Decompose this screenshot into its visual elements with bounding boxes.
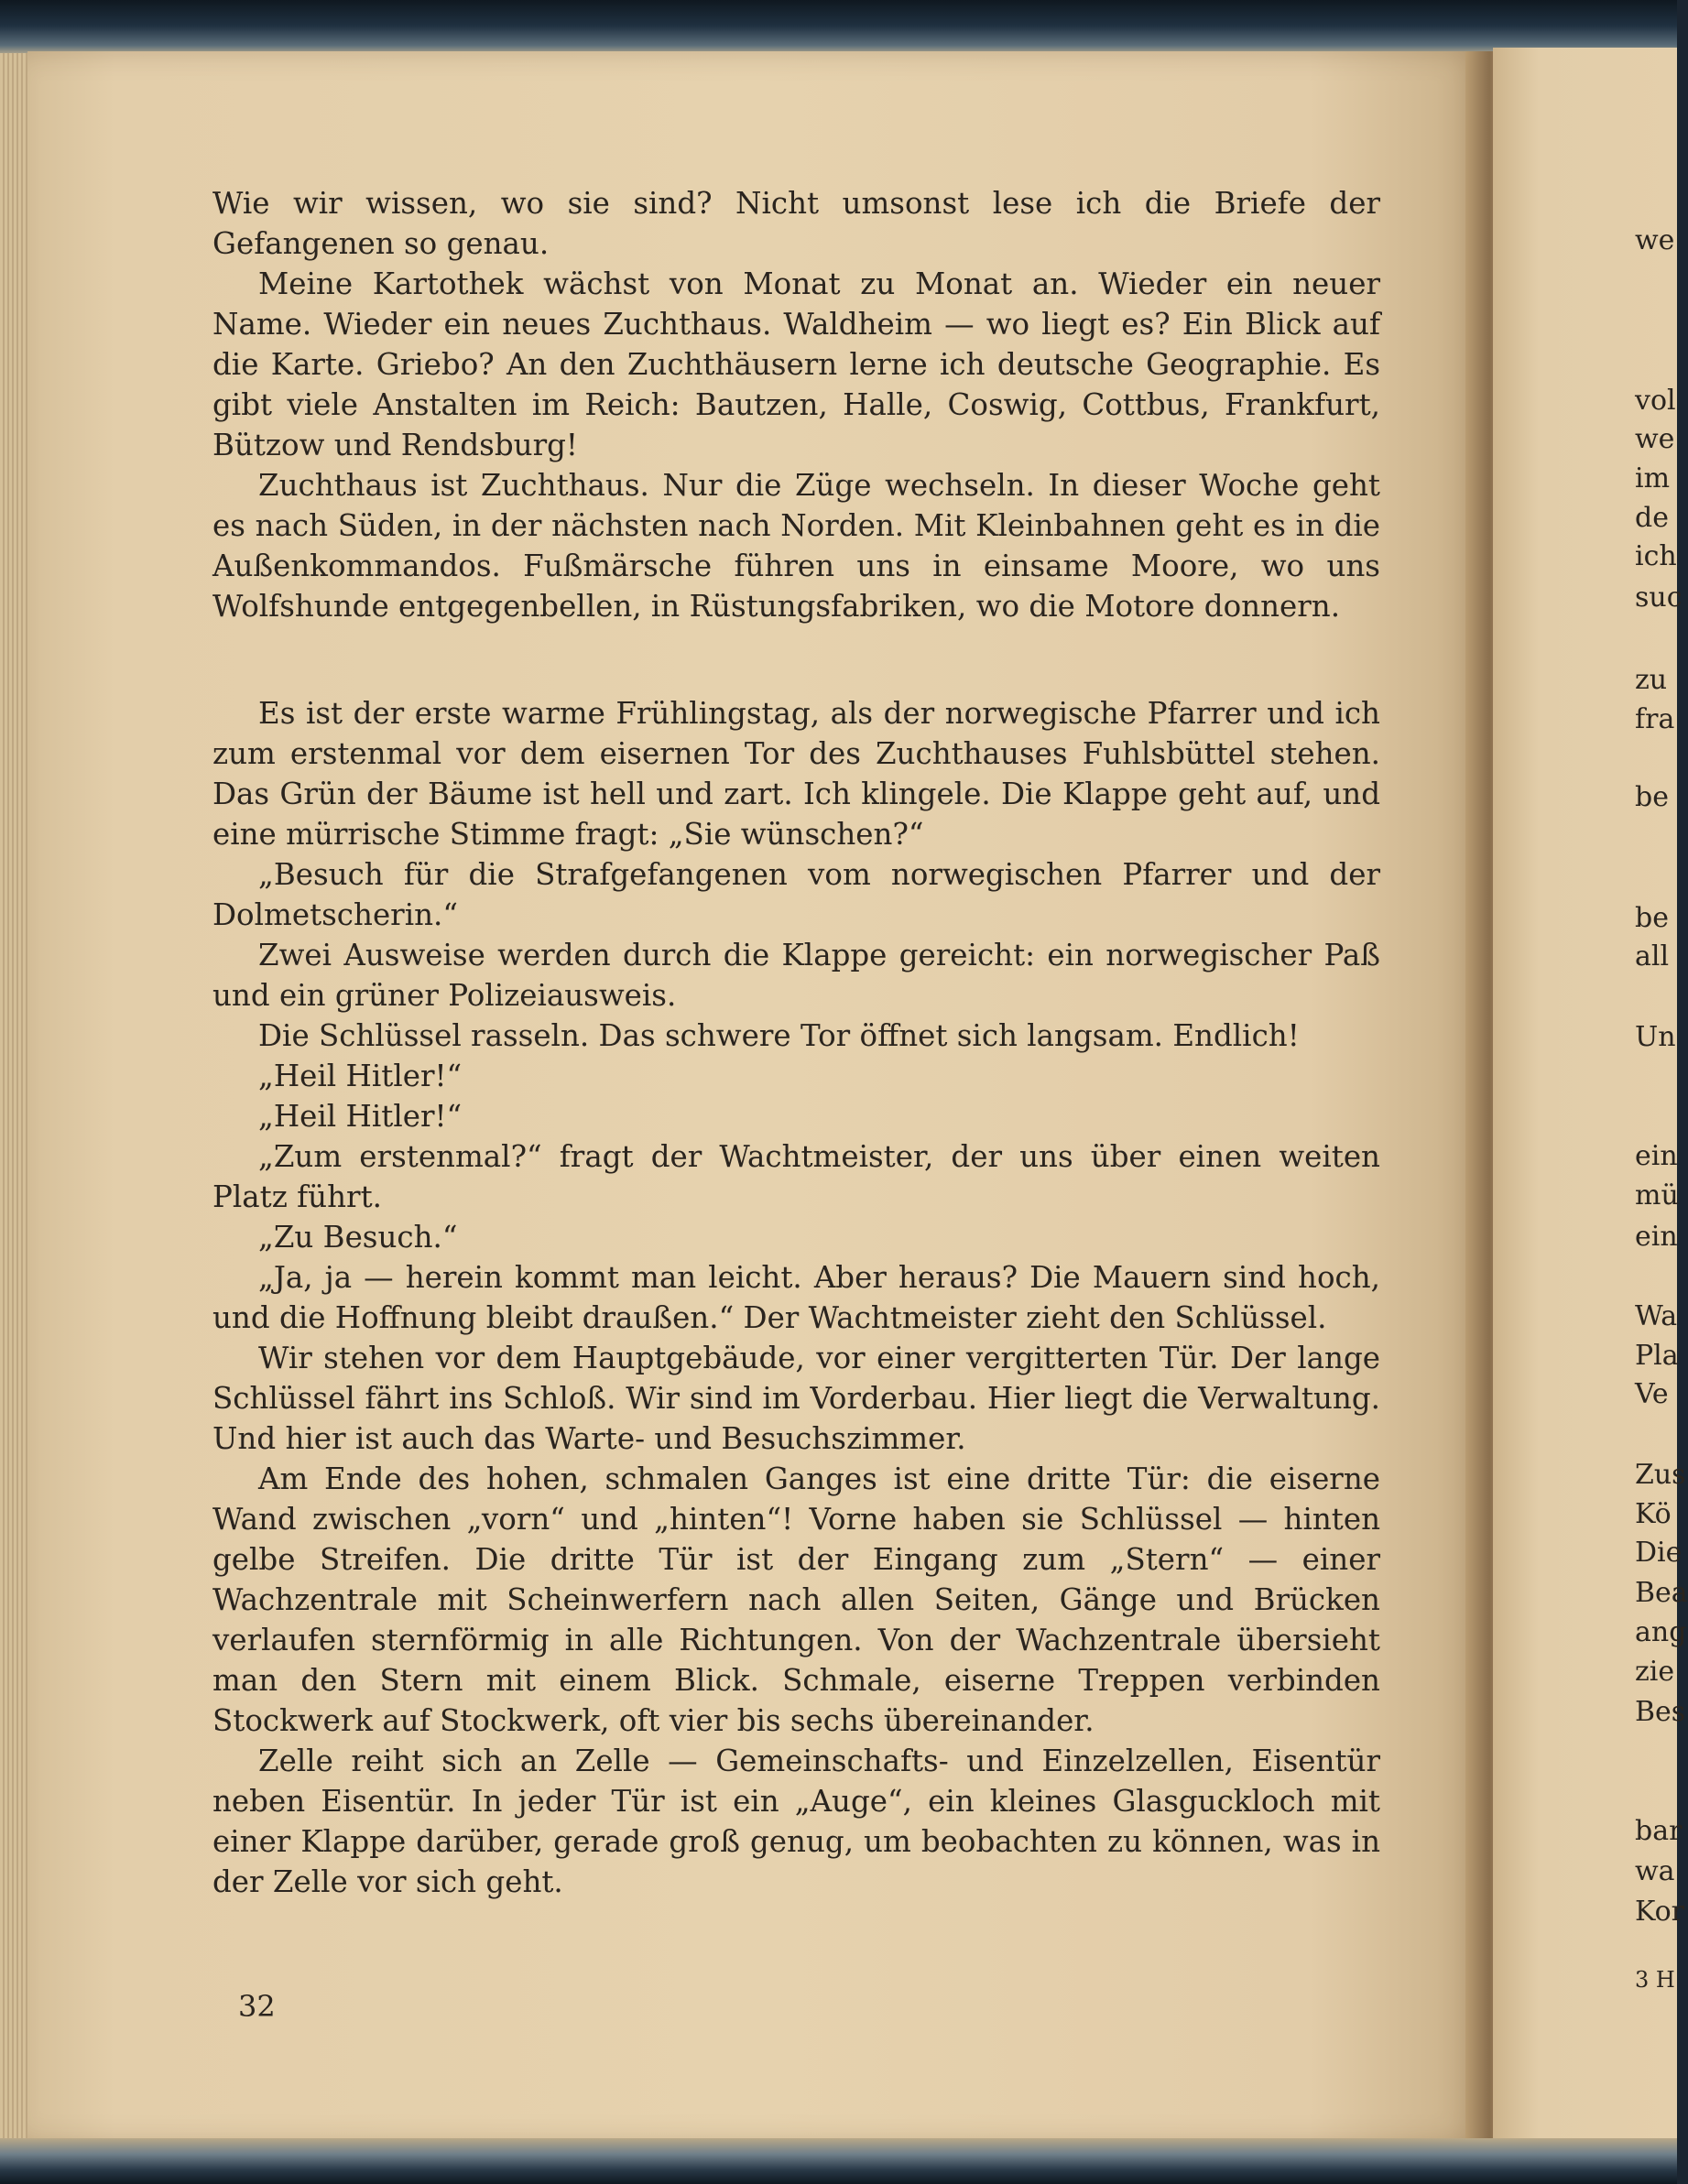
right-page-fragment: ang [1635, 1616, 1687, 1648]
right-page-fragment: Pla [1635, 1340, 1679, 1372]
book-top-edge [0, 0, 1677, 57]
right-page-fragment: Kor [1635, 1896, 1685, 1928]
right-page-fragment: all [1635, 940, 1670, 972]
right-page-fragment: ich [1635, 540, 1677, 572]
paragraph: „Zum erstenmal?“ fragt der Wachtmeister, der uns über einen weiten Platz führt. [212, 1139, 1380, 1214]
paragraph: Wir stehen vor dem Hauptgebäude, vor einer vergitterten Tür. Der lange Schlüssel fährt ins Schloß. Wir sind im Vorderbau. Hier liegt die Verwaltung. Und hier ist auch das Warte- und Besuchszimmer. [212, 1341, 1380, 1456]
right-page-fragment: Bes [1635, 1696, 1686, 1728]
right-page-fragment: Un [1635, 1021, 1676, 1053]
right-page-fragment: Wa [1635, 1300, 1678, 1332]
paragraph: Zwei Ausweise werden durch die Klappe gereicht: ein norwegischer Paß und ein grüner Polizeiausweis. [212, 938, 1380, 1013]
page-stack-edge [0, 53, 31, 2141]
paragraph: Zuchthaus ist Zuchthaus. Nur die Züge wechseln. In dieser Woche geht es nach Süden, in der nächsten nach Norden. Mit Kleinbahnen geht es in die Außenkommandos. Fußmärsche führen uns in einsame Moore, wo uns Wolfshunde entgegenbellen, in Rüstungsfabriken, wo die Motore donnern. [212, 468, 1380, 624]
right-page-fragment: be [1635, 781, 1669, 813]
right-page-fragment: ein [1635, 1221, 1678, 1253]
page-text [212, 183, 1380, 1902]
right-page-fragment: be [1635, 902, 1669, 934]
right-page-fragment: 3 H [1635, 1967, 1675, 1993]
right-page-fragment: bar [1635, 1815, 1683, 1847]
paragraph: Die Schlüssel rasseln. Das schwere Tor öffnet sich langsam. Endlich! [258, 1018, 1300, 1053]
paragraph: Am Ende des hohen, schmalen Ganges ist eine dritte Tür: die eiserne Wand zwischen „vorn“ und „hinten“! Vorne haben sie Schlüssel — hinten gelbe Streifen. Die dritte Tür ist der Eingang zum „Stern“ — einer Wachzentrale mit Scheinwerfern nach allen Seiten, Gänge und Brücken verlaufen sternförmig in alle Richtungen. Von der Wachzentrale übersieht man den Stern mit einem Blick. Schmale, eiserne Treppen verbinden Stockwerk auf Stockwerk, oft vier bis sechs übereinander. [212, 1461, 1380, 1738]
right-page-fragment: Kö [1635, 1498, 1672, 1530]
right-page-fragment: wa [1635, 1855, 1675, 1887]
paragraph: „Heil Hitler!“ [258, 1099, 463, 1134]
right-page-fragment: suc [1635, 581, 1683, 614]
book-bottom-edge [0, 2138, 1677, 2184]
paragraph: Es ist der erste warme Frühlingstag, als der norwegische Pfarrer und ich zum erstenmal vor dem eisernen Tor des Zuchthauses Fuhlsbüttel stehen. Das Grün der Bäume ist hell und zart. Ich klingele. Die Klappe geht auf, und eine mürrische Stimme fragt: „Sie wünschen?“ [212, 696, 1380, 852]
right-page-fragment: we [1635, 423, 1675, 455]
paragraph: Zelle reiht sich an Zelle — Gemeinschafts- und Einzelzellen, Eisentür neben Eisentür. In jeder Tür ist ein „Auge“, ein kleines Glasguckloch mit einer Klappe darüber, gerade groß genug, um beobachten zu können, was in der Zelle vor sich geht. [212, 1744, 1380, 1899]
right-page-fragment: im [1635, 462, 1671, 494]
right-page-fragment: ein [1635, 1140, 1678, 1172]
right-page-fragment: zu [1635, 664, 1668, 696]
right-page-fragment: fra [1635, 703, 1675, 735]
right-page-fragment: zie [1635, 1656, 1675, 1688]
right-page-fragment: de [1635, 502, 1669, 534]
right-page-fragment: mü [1635, 1179, 1679, 1212]
paragraph: „Zu Besuch.“ [258, 1220, 458, 1255]
paragraph: Meine Kartothek wächst von Monat zu Monat an. Wieder ein neuer Name. Wieder ein neues Zuchthaus. Waldheim — wo liegt es? Ein Blick auf die Karte. Griebo? An den Zuchthäusern lerne ich deutsche Geographie. Es gibt viele Anstalten im Reich: Bautzen, Halle, Coswig, Cottbus, Frankfurt, Bützow und Rendsburg! [212, 266, 1380, 462]
page-number: 32 [238, 1989, 276, 2024]
paragraph: „Ja, ja — herein kommt man leicht. Aber heraus? Die Mauern sind hoch, und die Hoffnung bleibt draußen.“ Der Wachtmeister zieht den Schlüssel. [212, 1260, 1380, 1335]
paragraph: „Besuch für die Strafgefangenen vom norwegischen Pfarrer und der Dolmetscherin.“ [212, 857, 1380, 932]
right-page-fragment: Die [1635, 1537, 1683, 1569]
right-page-fragment: we [1635, 224, 1675, 256]
paragraph: Wie wir wissen, wo sie sind? Nicht umsonst lese ich die Briefe der Gefangenen so genau. [212, 186, 1380, 261]
right-page-fragment: Ve [1635, 1378, 1669, 1410]
right-page-fragment: Zus [1635, 1459, 1686, 1491]
paragraph: „Heil Hitler!“ [258, 1059, 463, 1093]
right-page-fragment: Bea [1635, 1577, 1688, 1609]
right-page-fragment: vol [1635, 385, 1676, 417]
